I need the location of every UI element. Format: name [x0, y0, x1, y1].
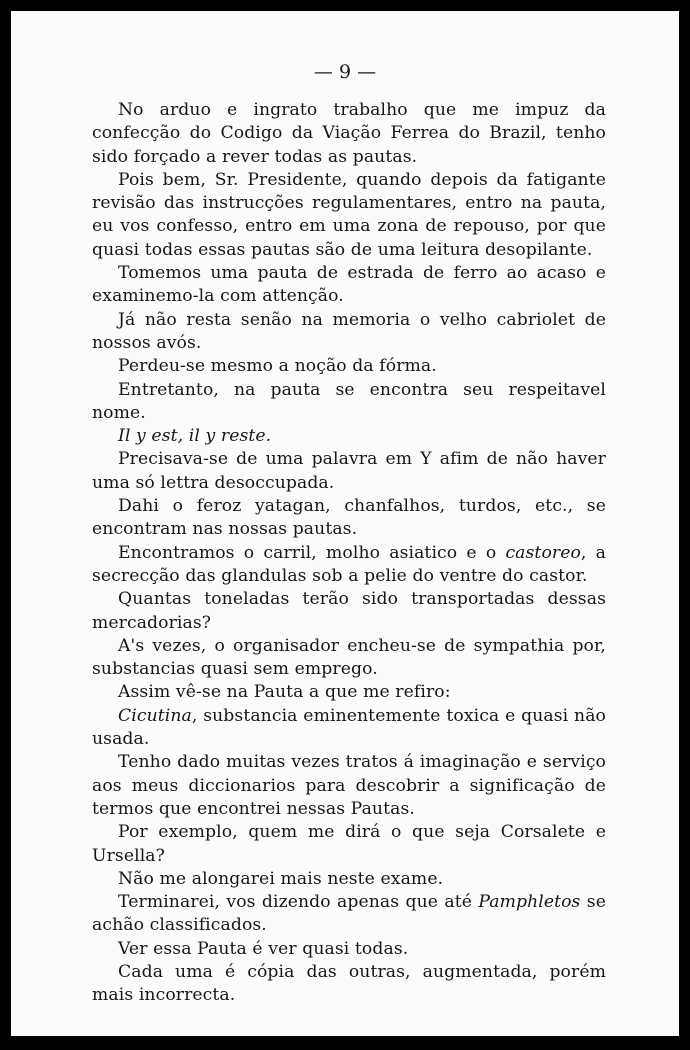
- paragraph: [92, 588, 606, 635]
- paragraph-text: Terminarei, vos dizendo apenas que até: [118, 892, 479, 913]
- paragraph-text: Encontramos o carril, molho asiatico e o: [118, 542, 506, 563]
- paragraph-text: Entretanto, na pauta se encontra seu respeitavel nome.: [92, 379, 606, 423]
- page-number: — 9 —: [313, 61, 377, 83]
- paragraph: [92, 635, 606, 682]
- paragraph-text: Perdeu-se mesmo a noção da fórma.: [118, 356, 437, 377]
- paragraph-text: se achão classificados.: [92, 892, 606, 936]
- paragraph: [92, 681, 606, 704]
- paragraph-text: , a secrecção das glandulas sob a pelie do ventre do castor.: [92, 542, 606, 586]
- paragraph-text: No arduo e ingrato trabalho que me impuz da confecção do Codigo da Viação Ferrea do Brazil, tenho sido forçado a rever todas as pautas.: [92, 100, 606, 167]
- italic-text: Cicutina: [118, 705, 192, 726]
- paragraph-text: , substancia eminentemente toxica e quasi não usada.: [92, 705, 606, 750]
- paragraph: [92, 542, 606, 589]
- paragraph: [92, 262, 606, 309]
- paragraph: [92, 355, 606, 378]
- paragraph: [92, 99, 606, 169]
- paragraph-text: Tenho dado muitas vezes tratos á imaginação e serviço aos meus diccionarios para descobrir a significação de termos que encontrei nessas Pautas.: [92, 752, 606, 819]
- paragraph-text: Dahi o feroz yatagan, chanfalhos, turdos, etc., se encontram nas nossas pautas.: [92, 496, 606, 540]
- paragraph-text: Tomemos uma pauta de estrada de ferro ao acaso e examinemo-la com attenção.: [92, 263, 606, 307]
- paragraph-text: Pois bem, Sr. Presidente, quando depois da fatigante revisão das instrucções regulamentares, entro na pauta, eu vos confesso, entro em uma zona de repouso, por que quasi todas essas pautas são de uma leitura desopilante.: [92, 169, 606, 260]
- paragraph-text: Cada uma é cópia das outras, augmentada, porém mais incorrecta.: [92, 961, 606, 1006]
- italic-text: Pamphletos: [478, 892, 581, 913]
- body-text: [92, 99, 606, 1008]
- document-page: [11, 11, 679, 1036]
- paragraph: [92, 495, 606, 542]
- paragraph-text: Não me alongarei mais neste exame.: [118, 868, 444, 889]
- paragraph-text: Ver essa Pauta é ver quasi todas.: [118, 938, 409, 959]
- paragraph: [92, 309, 606, 356]
- paragraph: [92, 379, 606, 426]
- paragraph-text: Quantas toneladas terão sido transportadas dessas mercadorias?: [92, 589, 606, 633]
- paragraph: [92, 961, 606, 1008]
- paragraph: [92, 938, 606, 961]
- paragraph-text: Já não resta senão na memoria o velho cabriolet de nossos avós.: [92, 309, 606, 353]
- paragraph: [92, 868, 606, 891]
- paragraph: [92, 448, 606, 495]
- paragraph-text: Por exemplo, quem me dirá o que seja Corsalete e Ursella?: [92, 822, 606, 866]
- italic-text: castoreo: [505, 542, 581, 563]
- paragraph: [92, 751, 606, 821]
- paragraph: [92, 821, 606, 868]
- paragraph-text: A's vezes, o organisador encheu-se de sympathia por, substancias quasi sem emprego.: [92, 635, 606, 680]
- paragraph: [92, 169, 606, 262]
- paragraph-text: Precisava-se de uma palavra em Y afim de não haver uma só lettra desoccupada.: [92, 449, 606, 493]
- paragraph: [92, 425, 606, 448]
- paragraph-text: Assim vê-se na Pauta a que me refiro:: [118, 682, 451, 703]
- italic-text: Il y est, il y reste.: [118, 426, 272, 447]
- paragraph: [92, 705, 606, 752]
- paragraph: [92, 891, 606, 938]
